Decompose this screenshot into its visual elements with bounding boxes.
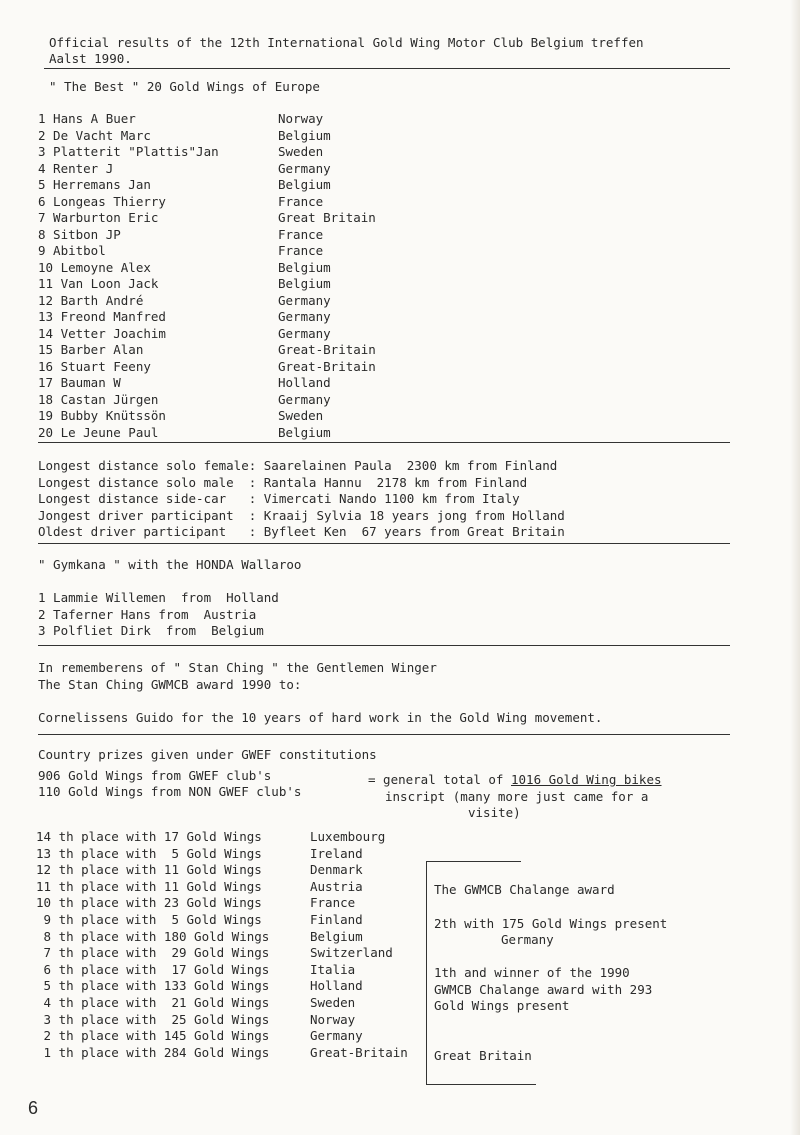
gymkana-row: 1 Lammie Willemen from Holland [38, 590, 279, 605]
chalange-box-top [426, 861, 521, 862]
country-place-name: Holland [310, 978, 363, 994]
best20-name: 10 Lemoyne Alex [38, 259, 151, 275]
country-place-name: France [310, 895, 356, 911]
divider [38, 543, 730, 544]
best20-country: Germany [278, 309, 331, 324]
country-place: 14 th place with 17 Gold Wings [36, 829, 262, 844]
country-title: Country prizes given under GWEF constitutions [38, 747, 377, 762]
best20-country: Great-Britain [278, 358, 376, 374]
country-place: 9 th place with 5 Gold Wings [36, 912, 262, 927]
stanching-line-1: In rememberens of " Stan Ching " the Gentlemen Winger [38, 660, 437, 675]
country-place: 11 th place with 11 Gold Wings [36, 878, 262, 894]
country-place-name: Germany [310, 1028, 363, 1044]
country-place: 6 th place with 17 Gold Wings [36, 961, 270, 977]
chalange-title: The GWMCB Chalange award [434, 882, 615, 897]
country-place-name: Norway [310, 1011, 356, 1027]
country-place: 5 th place with 133 Gold Wings [36, 978, 270, 994]
country-place: 10 th place with 23 Gold Wings [36, 895, 262, 911]
country-place: 2 th place with 145 Gold Wings [36, 1028, 270, 1044]
best20-name: 8 Sitbon JP [38, 226, 121, 242]
best20-name: 16 Stuart Feeny [38, 358, 151, 374]
best20-country: France [278, 243, 324, 258]
gymkana-row: 3 Polfliet Dirk from Belgium [38, 623, 264, 638]
best20-country: Norway [278, 111, 324, 126]
country-place: 7 th place with 29 Gold Wings [36, 945, 270, 961]
country-place-name: Great-Britain [310, 1044, 408, 1060]
chalange-box-bottom [426, 1084, 536, 1085]
best20-name: 13 Freond Manfred [38, 309, 166, 324]
nongwef-count: 110 Gold Wings from NON GWEF club's [38, 784, 302, 799]
divider [44, 68, 730, 69]
best20-name: 7 Warburton Eric [38, 210, 159, 225]
best20-name: 1 Hans A Buer [38, 111, 136, 126]
best20-country: Sweden [278, 144, 324, 159]
best20-country: Belgium [278, 276, 331, 291]
best20-name: 5 Herremans Jan [38, 177, 151, 192]
stanching-line-3: Cornelissens Guido for the 10 years of hard work in the Gold Wing movement. [38, 710, 603, 725]
best20-country: Belgium [278, 424, 331, 440]
country-place: 13 th place with 5 Gold Wings [36, 845, 262, 861]
best20-name: 18 Castan Jürgen [38, 391, 159, 407]
best20-name: 12 Barth André [38, 292, 144, 308]
best20-country: Great Britain [278, 210, 376, 225]
gymkana-row: 2 Taferner Hans from Austria [38, 606, 257, 622]
best20-country: Belgium [278, 177, 331, 192]
country-place-name: Switzerland [310, 945, 393, 961]
country-place-name: Belgium [310, 928, 363, 944]
best20-country: Sweden [278, 408, 324, 423]
country-place-name: Italia [310, 961, 356, 977]
distance-award: Jongest driver participant : Kraaij Sylvia 18 years jong from Holland [38, 507, 565, 523]
divider [38, 645, 730, 646]
best20-country: Belgium [278, 259, 331, 275]
stanching-line-2: The Stan Ching GWMCB award 1990 to: [38, 677, 302, 692]
country-place-name: Austria [310, 878, 363, 894]
chalange-winner: Great Britain [434, 1048, 532, 1063]
country-place: 4 th place with 21 Gold Wings [36, 995, 270, 1010]
best20-country: Holland [278, 375, 331, 390]
best20-country: Germany [278, 325, 331, 341]
chalange-first-1: 1th and winner of the 1990 [434, 965, 630, 980]
distance-award: Oldest driver participant : Byfleet Ken 67 years from Great Britain [38, 524, 565, 539]
best20-name: 6 Longeas Thierry [38, 193, 166, 209]
chalange-first-2: GWMCB Chalange award with 293 [434, 982, 653, 997]
header-line-2: Aalst 1990. [49, 51, 132, 66]
country-place: 3 th place with 25 Gold Wings [36, 1011, 270, 1027]
inscript-line-1: inscript (many more just came for a [385, 789, 649, 804]
distance-award: Longest distance solo male : Rantala Hannu 2178 km from Finland [38, 474, 528, 490]
distance-award: Longest distance side-car : Vimercati Nando 1100 km from Italy [38, 491, 520, 506]
gwef-count: 906 Gold Wings from GWEF club's [38, 768, 272, 783]
chalange-second-2: Germany [501, 932, 554, 947]
country-place-name: Luxembourg [310, 829, 386, 844]
total-line [368, 772, 662, 789]
country-place-name: Finland [310, 912, 363, 927]
total-prefix: = general total of [368, 772, 511, 787]
best20-name: 3 Platterit "Plattis"Jan [38, 144, 219, 159]
best20-country: Germany [278, 160, 331, 176]
best20-name: 14 Vetter Joachim [38, 325, 166, 341]
chalange-second-1: 2th with 175 Gold Wings present [434, 916, 668, 931]
best20-country: France [278, 193, 324, 209]
country-place: 1 th place with 284 Gold Wings [36, 1044, 270, 1060]
best20-name: 15 Barber Alan [38, 342, 144, 357]
best20-country: Germany [278, 292, 331, 308]
inscript-line-2: visite) [468, 805, 521, 820]
country-place: 8 th place with 180 Gold Wings [36, 928, 270, 944]
best20-name: 17 Bauman W [38, 375, 121, 390]
best20-name: 11 Van Loon Jack [38, 276, 159, 291]
best20-title: " The Best " 20 Gold Wings of Europe [49, 79, 320, 94]
divider [38, 734, 730, 735]
best20-country: Great-Britain [278, 342, 376, 357]
page-number: 6 [28, 1098, 39, 1118]
gymkana-title: " Gymkana " with the HONDA Wallaroo [38, 557, 302, 572]
best20-name: 4 Renter J [38, 160, 114, 176]
country-place-name: Denmark [310, 862, 363, 878]
country-place: 12 th place with 11 Gold Wings [36, 862, 262, 878]
best20-name: 19 Bubby Knütssön [38, 408, 166, 423]
country-place-name: Sweden [310, 995, 356, 1010]
total-value: 1016 Gold Wing bikes [511, 772, 662, 787]
best20-country: Germany [278, 391, 331, 407]
best20-country: France [278, 226, 324, 242]
best20-name: 9 Abitbol [38, 243, 106, 258]
best20-country: Belgium [278, 127, 331, 143]
header-line-1: Official results of the 12th International Gold Wing Motor Club Belgium treffen [49, 35, 644, 50]
distance-award: Longest distance solo female: Saarelainen Paula 2300 km from Finland [38, 458, 558, 473]
best20-name: 20 Le Jeune Paul [38, 424, 159, 440]
page-edge [790, 0, 800, 1135]
country-place-name: Ireland [310, 845, 363, 861]
best20-name: 2 De Vacht Marc [38, 127, 151, 143]
divider [38, 442, 730, 443]
chalange-first-3: Gold Wings present [434, 998, 570, 1013]
